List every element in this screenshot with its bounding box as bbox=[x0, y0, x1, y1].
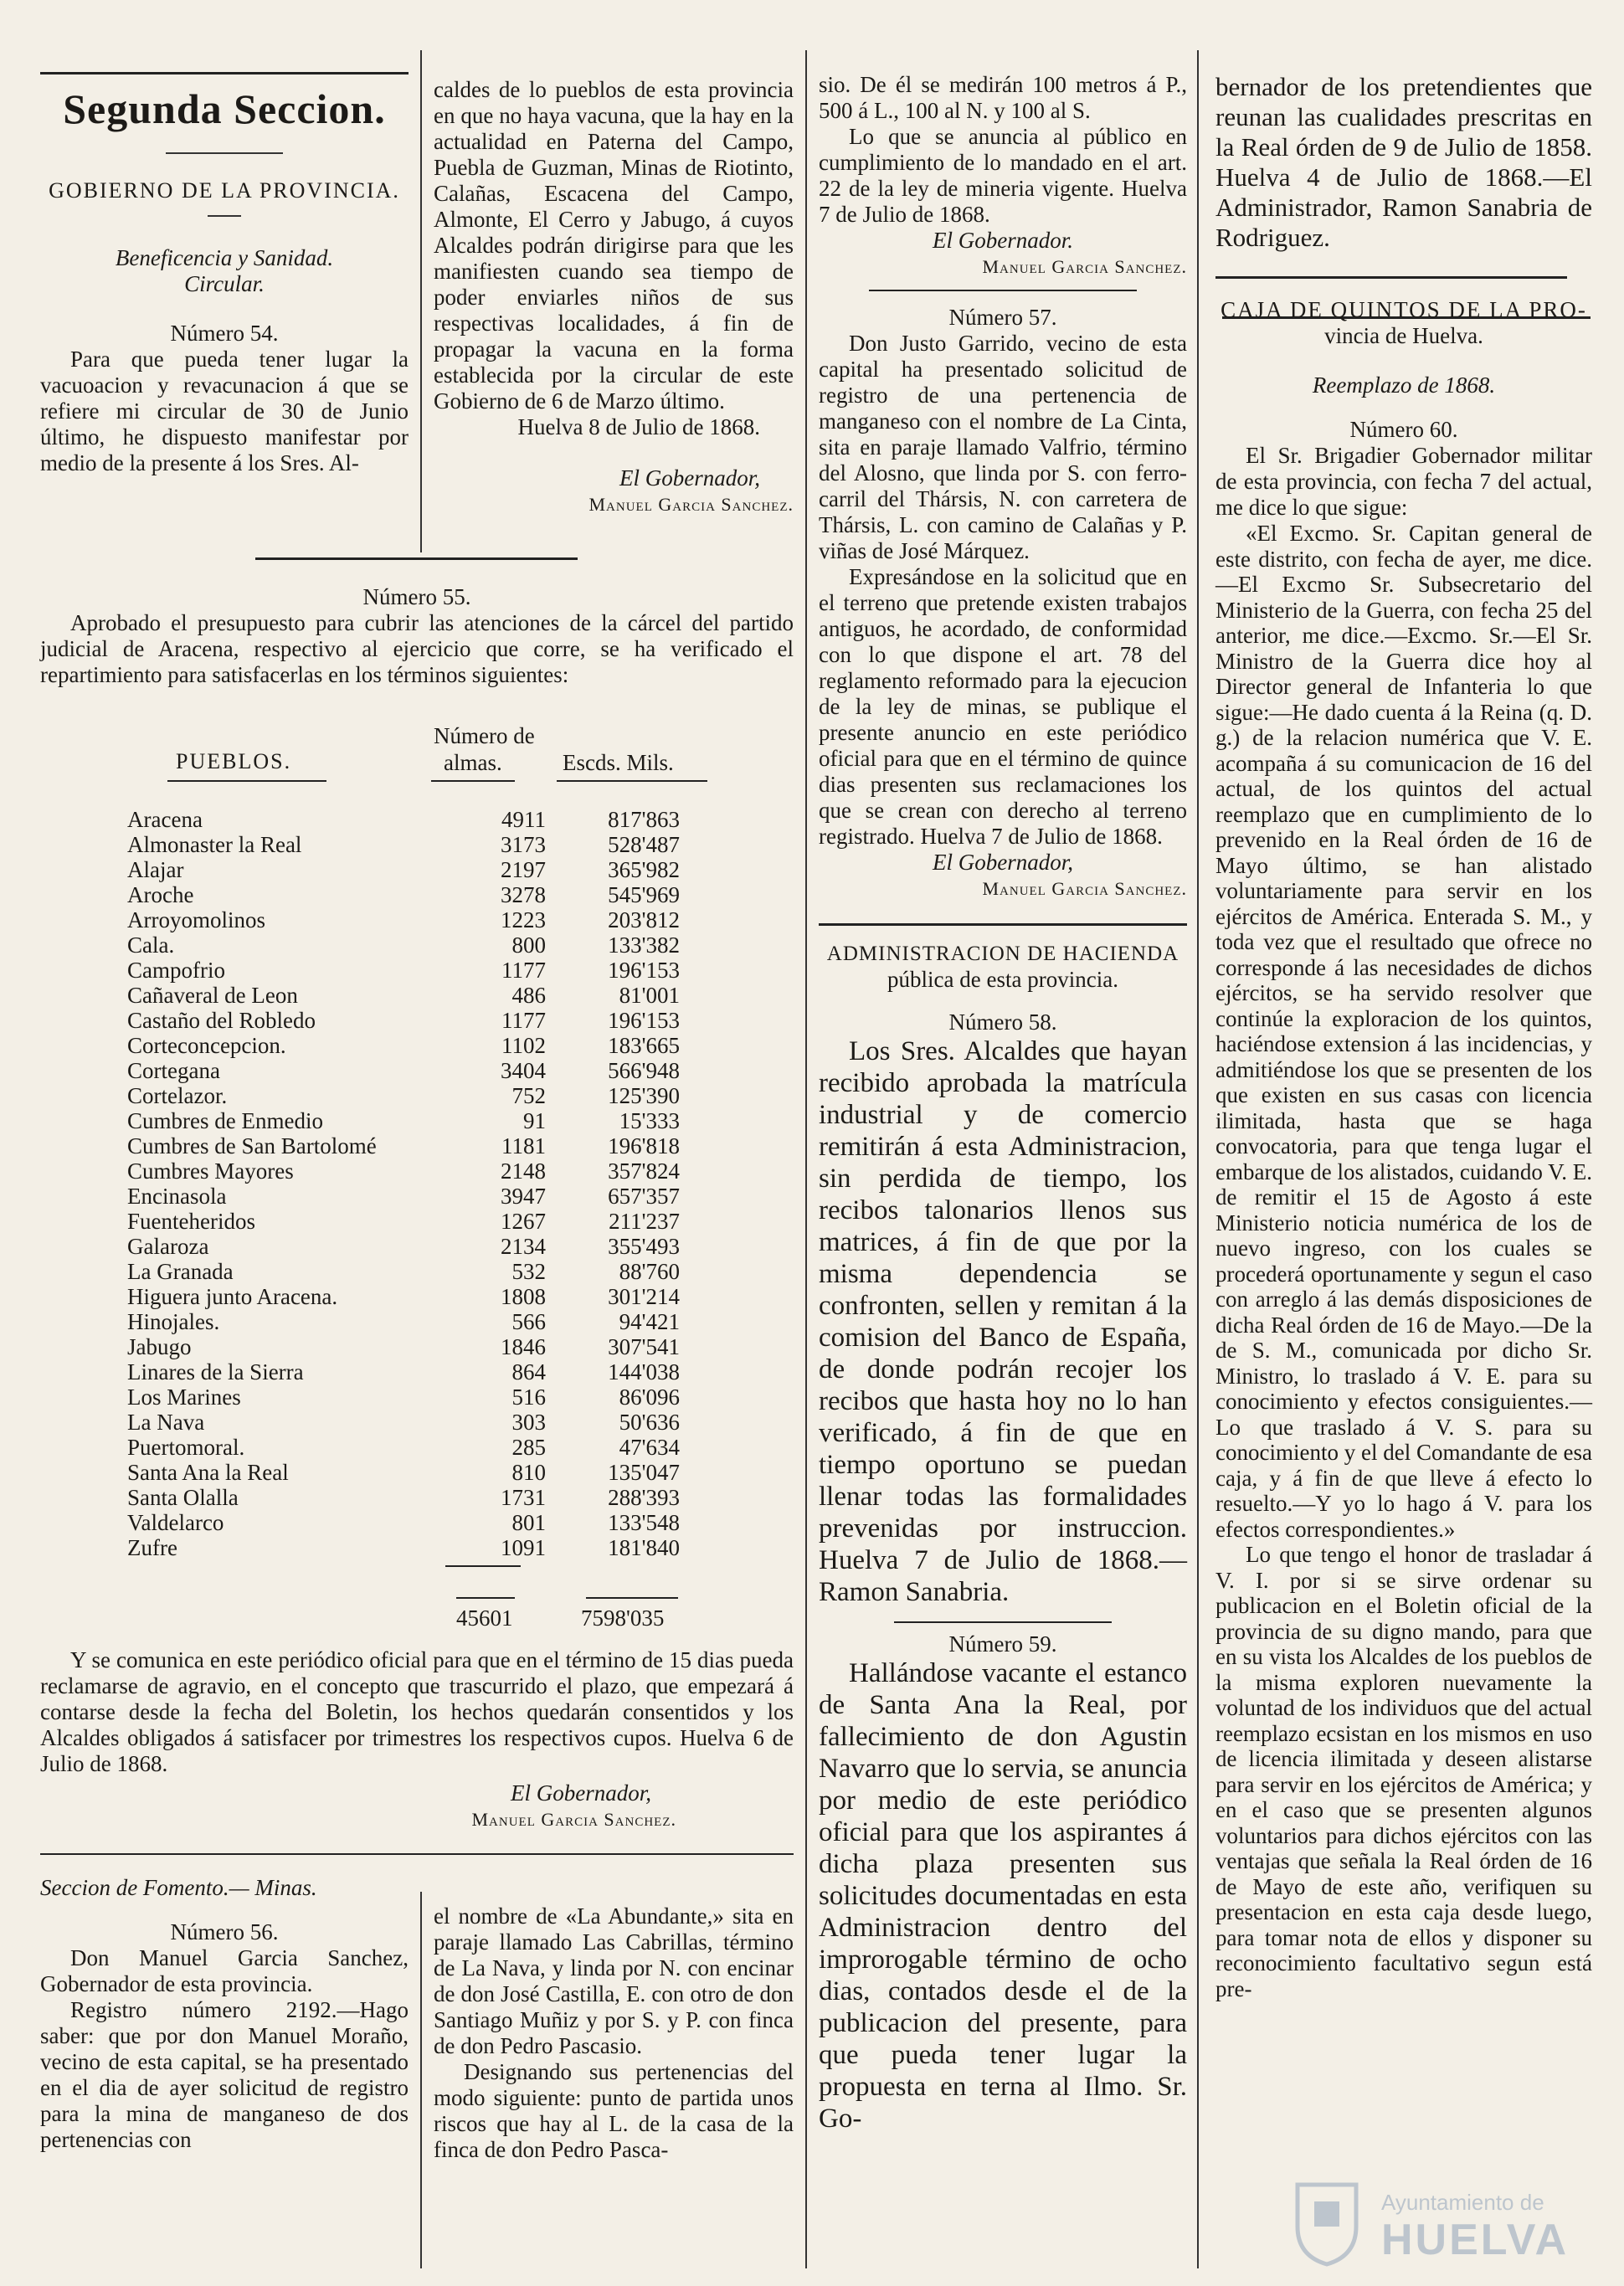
pueblo-name: Cumbres Mayores bbox=[127, 1158, 294, 1184]
table-header-escds: Escds. Mils. bbox=[563, 750, 674, 775]
column-1-top bbox=[40, 84, 409, 476]
pueblo-name: Los Marines bbox=[127, 1384, 241, 1410]
pueblo-name: La Nava bbox=[127, 1410, 205, 1435]
table-row bbox=[127, 907, 713, 932]
escudos-value: 545'969 bbox=[608, 882, 680, 907]
reemplazo-title: Reemplazo de 1868. bbox=[1312, 372, 1496, 398]
pueblo-name: Encinasola bbox=[127, 1184, 227, 1209]
numero-55-block bbox=[40, 584, 794, 688]
numero-57: Número 57. bbox=[948, 305, 1057, 330]
almas-value: 285 bbox=[511, 1435, 546, 1460]
hacienda-header-1: ADMINISTRACION DE HACIENDA bbox=[826, 943, 1179, 965]
text-54-part2: caldes de lo pueblos de esta provincia en que no haya vacuna, que la hay en la actualidad en Paterna del Campo, Puebla de Guzman, Minas de Riotinto, Calañas, Escacena del Campo, Almonte, El Cerro y Jabugo, á cuyos Alcaldes podrán dirigirse para que les manifiesten cuando sea tiempo de poder enviarles niños de sus respectivas localidades, á fin de propagar la vacuna en la forma establecida por la circular de este Gobierno de 6 de Marzo último. bbox=[434, 77, 794, 414]
fomento-col1 bbox=[40, 1875, 409, 2153]
almas-value: 1267 bbox=[501, 1209, 546, 1234]
escudos-value: 183'665 bbox=[608, 1033, 680, 1058]
table-row bbox=[127, 1083, 713, 1108]
text-59: Hallándose vacante el estanco de Santa Ana la Real, por fallecimiento de don Agustin Navarro que lo servia, se anuncia por medio de este periódico oficial para que los aspirantes á dicha plaza presenten sus solicitudes documentadas en esta Administracion dentro del improrogable término de ocho dias, contados desde el de la publicacion del presente, para que pueda tener lugar la propuesta en terna al Ilmo. Sr. Go- bbox=[819, 1658, 1187, 2134]
ayuntamiento-watermark bbox=[1289, 2176, 1607, 2268]
escudos-value: 301'214 bbox=[608, 1284, 680, 1309]
text-56-registro: Registro número 2192.—Hago saber: que por don Manuel Moraño, vecino de esta capital, se ha presentado en el dia de ayer solicitud de registro para la mina de manganeso de dos pertenencias con bbox=[40, 1997, 409, 2152]
escudos-value: 566'948 bbox=[608, 1058, 680, 1083]
almas-value: 1846 bbox=[501, 1334, 546, 1359]
numero-54: Número 54. bbox=[170, 321, 279, 346]
pueblos-table bbox=[127, 807, 713, 1562]
table-row bbox=[127, 1284, 713, 1309]
table-row bbox=[127, 857, 713, 882]
table-row bbox=[127, 1460, 713, 1485]
escudos-value: 528'487 bbox=[608, 832, 680, 857]
text-60c: Lo que tengo el honor de trasladar á V. I. por si se sirve ordenar su publicacion en el Boletin oficial de la provincia de su digno mando, para que en su vista los Alcaldes de los pueblos de la misma exploren nuevamente la voluntad de los individuos que del actual reemplazo ecsistan en los mismos en uso de licencia ilimitada y deseen alistarse para servir en los ejércitos de América; y en el caso que se presenten algunos voluntarios para dichos ejércitos con las ventajas que señala la Real órden de 16 de Mayo de este año, verifiquen su presentacion en esta caja desde luego, para tomar nota de ellos y disponer su reconocimiento facultativo segun está pre- bbox=[1215, 1542, 1592, 2001]
signature-title-56: El Gobernador. bbox=[933, 228, 1073, 253]
pueblo-name: Cumbres de San Bartolomé bbox=[127, 1133, 377, 1158]
gobierno-header: GOBIERNO DE LA PROVINCIA. bbox=[49, 178, 400, 203]
watermark-line1: Ayuntamiento de bbox=[1381, 2190, 1544, 2215]
top-rule-col1 bbox=[40, 72, 409, 74]
table-row bbox=[127, 1410, 713, 1435]
numero-56: Número 56. bbox=[170, 1919, 279, 1944]
almas-value: 3278 bbox=[501, 882, 546, 907]
escudos-value: 181'840 bbox=[608, 1535, 680, 1560]
table-row bbox=[127, 1184, 713, 1209]
pueblo-name: Linares de la Sierra bbox=[127, 1359, 304, 1384]
almas-value: 516 bbox=[511, 1384, 546, 1410]
signature-title-57: El Gobernador, bbox=[933, 850, 1073, 875]
table-row bbox=[127, 1384, 713, 1410]
table-row bbox=[127, 1033, 713, 1058]
total-rule bbox=[445, 1565, 521, 1567]
text-59-end: bernador de los pretendientes que reunan las cualidades prescritas en la Real órden de 9 de Julio de 1858. Huelva 4 de Julio de 1868.—El Administrador, Ramon Sanabria de Rodriguez. bbox=[1215, 72, 1592, 252]
column-4 bbox=[1215, 72, 1592, 2001]
escudos-value: 196'153 bbox=[608, 1008, 680, 1033]
almas-value: 1177 bbox=[501, 1008, 546, 1033]
table-row bbox=[127, 1334, 713, 1359]
rule-above-57 bbox=[869, 290, 1137, 291]
text-56-designando: Designando sus pertenencias del modo siguiente: punto de partida unos riscos que hay al L. de la casa de la finca de don Pedro Pasca- bbox=[434, 2059, 794, 2162]
table-row bbox=[127, 932, 713, 958]
table-header-rule bbox=[431, 780, 515, 782]
table-row bbox=[127, 1510, 713, 1535]
table-header-numero-de: Número de bbox=[434, 723, 535, 748]
escudos-value: 47'634 bbox=[619, 1435, 680, 1460]
almas-value: 752 bbox=[511, 1083, 546, 1108]
almas-value: 566 bbox=[511, 1309, 546, 1334]
pueblo-name: Higuera junto Aracena. bbox=[127, 1284, 338, 1309]
column-rule-1 bbox=[420, 50, 422, 552]
numero-60: Número 60. bbox=[1349, 417, 1458, 442]
numero-58: Número 58. bbox=[948, 1009, 1057, 1035]
pueblo-name: Santa Ana la Real bbox=[127, 1460, 289, 1485]
text-58: Los Sres. Alcaldes que hayan recibido aprobada la matrícula industrial y de comercio remitirán á esta Administracion, sin perdida de tiempo, los recibos talonarios llenos sus matrices, á fin de que por la misma dependencia se confronten, sellen y remitan á la comision del Banco de España, de donde podrán recojer los recibos que hasta hoy no lo han verificado, á fin de que en tiempo oportuno se puedan llenar todas las formalidades prevenidas por instruccion. Huelva 7 de Julio de 1868.—Ramon Sanabria. bbox=[819, 1036, 1187, 1607]
pueblo-name: Arroyomolinos bbox=[127, 907, 265, 932]
section-title: Segunda Seccion. bbox=[63, 85, 386, 132]
escudos-value: 357'824 bbox=[608, 1158, 680, 1184]
circular-subtitle: Circular. bbox=[184, 271, 265, 296]
almas-value: 1731 bbox=[501, 1485, 546, 1510]
closing-55-block bbox=[40, 1647, 794, 1832]
table-row bbox=[127, 1435, 713, 1460]
numero-55: Número 55. bbox=[362, 584, 471, 609]
almas-value: 91 bbox=[523, 1108, 546, 1133]
escudos-value: 211'237 bbox=[609, 1209, 680, 1234]
intro-55: Aprobado el presupuesto para cubrir las atenciones de la cárcel del partido judicial de Aracena, respectivo al ejercicio que corre, se ha verificado el repartimiento para satisfacerlas en los términos siguientes: bbox=[40, 610, 794, 687]
escudos-value: 94'421 bbox=[619, 1309, 680, 1334]
almas-value: 1177 bbox=[501, 958, 546, 983]
escudos-value: 86'096 bbox=[619, 1384, 680, 1410]
text-54-part1: Para que pueda tener lugar la vacuoacion y revacunacion á que se refiere mi circular de 30 de Junio último, he dispuesto manifestar por medio de la presente á los Sres. Al- bbox=[40, 347, 409, 475]
hacienda-header-2: pública de esta provincia. bbox=[887, 967, 1118, 992]
divider bbox=[166, 152, 283, 154]
almas-value: 810 bbox=[511, 1460, 546, 1485]
escudos-value: 817'863 bbox=[608, 807, 680, 832]
table-row bbox=[127, 1008, 713, 1033]
table-header-rule bbox=[557, 780, 707, 782]
signature-name-55: Manuel Garcia Sanchez. bbox=[471, 1809, 676, 1830]
pueblo-name: Cañaveral de Leon bbox=[127, 983, 298, 1008]
almas-value: 800 bbox=[511, 932, 546, 958]
pueblo-name: Cortelazor. bbox=[127, 1083, 228, 1108]
escudos-value: 135'047 bbox=[608, 1460, 680, 1485]
total-escudos: 7598'035 bbox=[581, 1605, 665, 1631]
pueblo-name: Fuenteheridos bbox=[127, 1209, 255, 1234]
table-row bbox=[127, 1158, 713, 1184]
text-60b: «El Excmo. Sr. Capitan general de este distrito, con fecha de ayer, me dice.—El Excmo Sr. Subsecretario del Ministerio de la Guerra, con fecha 25 del anterior, me dice.—Excmo. Sr.—El Sr. Ministro de la Guerra dice hoy al Director general de Infanteria lo que sigue:—He dado cuenta á la Reina (q. D. g.) de la relacion numérica que V. E. acompaña á su comunicacion de 16 del actual, de los quintos del actual reemplazo que en cumplimiento de lo prevenido en la Real órden de 16 de Mayo último, se han alistado voluntariamente para servir en los ejércitos de América. Enterada S. M., y toda vez que el resultado que ofrece no corresponde á las necesidades de dichos ejércitos, se ha servido resolver que continúe la exploracion de los quintos, haciéndose extension á las incidencias, y admitiéndose los que se presenten de los que existen en sus casas con licencia ilimitada, hasta que se haga convocatoria, para que tenga lugar el embarque de los alistados, cuidando V. E. de remitir el 15 de Agosto á este Ministerio noticia numérica de los de nuevo ingreso, con los cuales se procederá oportunamente y segun el caso con arreglo á las demás disposiciones de dicha Real órden de 16 de Mayo.—De la de S. M., comunicada por dicho Sr. Ministro, lo traslado á V. E. para su conocimiento y efectos consiguientes.—Lo que traslado á V. S. para su conocimiento y el del Comandante de esa caja, y á fin de que lleve á efecto lo resuelto.—Y yo lo hago á V. para los efectos correspondientes.» bbox=[1215, 521, 1592, 1542]
column-3 bbox=[819, 72, 1187, 2134]
text-57b: Expresándose en la solicitud que en el terreno que pretende existen trabajos antiguos, he acordado, de conformidad con lo que dispone el art. 78 del reglamento reformado para la ejecucion de la ley de minas, se publique el presente anuncio en este periódico oficial para que en el término de quince dias presenten sus reclamaciones los que se crean con derecho al terreno registrado. Huelva 7 de Julio de 1868. bbox=[819, 564, 1187, 849]
caja-header-2: vincia de Huelva. bbox=[1324, 323, 1483, 348]
escudos-value: 15'333 bbox=[619, 1108, 680, 1133]
table-row bbox=[127, 958, 713, 983]
pueblo-name: La Granada bbox=[127, 1259, 234, 1284]
table-row bbox=[127, 1535, 713, 1560]
almas-value: 2134 bbox=[501, 1234, 546, 1259]
almas-value: 864 bbox=[511, 1359, 546, 1384]
rule-above-hacienda bbox=[819, 923, 1187, 926]
table-row bbox=[127, 832, 713, 857]
column-rule-2 bbox=[805, 50, 807, 1013]
pueblo-name: Alajar bbox=[127, 857, 184, 882]
rule-above-59 bbox=[894, 1621, 1112, 1623]
escudos-value: 196'818 bbox=[608, 1133, 680, 1158]
table-row bbox=[127, 1058, 713, 1083]
escudos-value: 50'636 bbox=[619, 1410, 680, 1435]
almas-value: 3173 bbox=[501, 832, 546, 857]
almas-value: 1091 bbox=[501, 1535, 546, 1560]
pueblo-name: Jabugo bbox=[127, 1334, 192, 1359]
escudos-value: 133'382 bbox=[608, 932, 680, 958]
escudos-value: 88'760 bbox=[619, 1259, 680, 1284]
escudos-value: 365'982 bbox=[608, 857, 680, 882]
signature-title-54: El Gobernador, bbox=[619, 465, 760, 491]
pueblo-name: Cumbres de Enmedio bbox=[127, 1108, 323, 1133]
table-row bbox=[127, 807, 713, 832]
signature-title-55: El Gobernador, bbox=[511, 1780, 651, 1806]
column-rule-fomento bbox=[420, 1892, 422, 2268]
almas-value: 303 bbox=[511, 1410, 546, 1435]
signature-name-57: Manuel Garcia Sanchez. bbox=[982, 878, 1187, 899]
numero-59: Número 59. bbox=[948, 1631, 1057, 1657]
pueblo-name: Aracena bbox=[127, 807, 203, 832]
divider bbox=[208, 215, 241, 217]
almas-value: 1181 bbox=[501, 1133, 546, 1158]
pueblo-name: Cortegana bbox=[127, 1058, 220, 1083]
text-56-end: sio. De él se medirán 100 metros á P., 500 á L., 100 al N. y 100 al S. bbox=[819, 72, 1187, 123]
text-56-cont: el nombre de «La Abundante,» sita en paraje llamado Las Cabrillas, término de La Nava, y linda por N. con encinar de don José Castilla, E. con otro de don Santiago Muñiz y por S. y P. con finca de don Pedro Pascasio. bbox=[434, 1903, 794, 2058]
pueblo-name: Puertomoral. bbox=[127, 1435, 245, 1460]
table-row bbox=[127, 1309, 713, 1334]
almas-value: 1102 bbox=[501, 1033, 546, 1058]
table-header-rule bbox=[167, 780, 326, 782]
pueblo-name: Galaroza bbox=[127, 1234, 209, 1259]
escudos-value: 203'812 bbox=[608, 907, 680, 932]
almas-value: 1808 bbox=[501, 1284, 546, 1309]
almas-value: 2197 bbox=[501, 857, 546, 882]
rule-above-55 bbox=[255, 557, 578, 560]
escudos-value: 196'153 bbox=[608, 958, 680, 983]
almas-value: 3404 bbox=[501, 1058, 546, 1083]
pueblo-name: Cala. bbox=[127, 932, 175, 958]
total-rule-escudos bbox=[586, 1597, 678, 1599]
pueblo-name: Corteconcepcion. bbox=[127, 1033, 286, 1058]
table-row bbox=[127, 882, 713, 907]
column-rule-2b bbox=[805, 1013, 807, 2268]
almas-value: 4911 bbox=[501, 807, 546, 832]
text-57: Don Justo Garrido, vecino de esta capital ha presentado solicitud de registro de una pertenencia de manganeso con el nombre de La Cinta, sita en paraje llamado Valfrio, término del Alosno, que linda por S. con ferro-carril del Thársis, N. con carretera de Thársis, L. con camino de Calañas y P. viñas de José Márquez. bbox=[819, 331, 1187, 563]
rule-above-caja bbox=[1215, 276, 1567, 279]
pueblo-name: Zufre bbox=[127, 1535, 177, 1560]
table-header-pueblos: PUEBLOS. bbox=[176, 749, 292, 773]
table-row bbox=[127, 1209, 713, 1234]
column-2-top bbox=[434, 77, 794, 517]
total-almas: 45601 bbox=[456, 1605, 513, 1631]
almas-value: 801 bbox=[511, 1510, 546, 1535]
almas-value: 2148 bbox=[501, 1158, 546, 1184]
beneficencia-subtitle: Beneficencia y Sanidad. bbox=[115, 245, 334, 270]
escudos-value: 355'493 bbox=[608, 1234, 680, 1259]
pueblo-name: Aroche bbox=[127, 882, 194, 907]
closing-55: Y se comunica en este periódico oficial para que en el término de 15 dias pueda reclamarse de agravio, en el concepto que trascurrido el plazo, que empezará á contarse desde la fecha del Boletin, los hechos quedarán consentidos y los Alcaldes obligados á satisfacer por trimestres los respectivos cupos. Huelva 6 de Julio de 1868. bbox=[40, 1647, 794, 1776]
escudos-value: 288'393 bbox=[608, 1485, 680, 1510]
pueblo-name: Hinojales. bbox=[127, 1309, 220, 1334]
table-header-almas: almas. bbox=[444, 750, 502, 775]
table-row bbox=[127, 1485, 713, 1510]
escudos-value: 133'548 bbox=[608, 1510, 680, 1535]
pueblo-name: Castaño del Robledo bbox=[127, 1008, 316, 1033]
table-row bbox=[127, 1359, 713, 1384]
text-56-intro: Don Manuel Garcia Sanchez, Gobernador de esta provincia. bbox=[40, 1945, 409, 1996]
table-row bbox=[127, 1133, 713, 1158]
rule-above-fomento bbox=[40, 1853, 794, 1855]
escudos-value: 144'038 bbox=[608, 1359, 680, 1384]
table-row bbox=[127, 983, 713, 1008]
caja-header-1: CAJA DE QUINTOS DE LA PRO- bbox=[1221, 297, 1587, 322]
shield-logo-icon bbox=[1289, 2176, 1364, 2268]
table-row bbox=[127, 1234, 713, 1259]
table-row bbox=[127, 1259, 713, 1284]
fomento-header: Seccion de Fomento.— Minas. bbox=[40, 1875, 317, 1900]
escudos-value: 125'390 bbox=[608, 1083, 680, 1108]
total-rule-almas bbox=[456, 1597, 515, 1599]
signature-name-56: Manuel Garcia Sanchez. bbox=[982, 256, 1187, 277]
almas-value: 486 bbox=[511, 983, 546, 1008]
column-rule-3 bbox=[1197, 50, 1199, 2268]
almas-value: 1223 bbox=[501, 907, 546, 932]
pueblo-name: Valdelarco bbox=[127, 1510, 224, 1535]
watermark-line2: HUELVA bbox=[1381, 2216, 1570, 2264]
table-row bbox=[127, 1108, 713, 1133]
escudos-value: 81'001 bbox=[619, 983, 680, 1008]
text-60a: El Sr. Brigadier Gobernador militar de esta provincia, con fecha 7 del actual, me dice lo que sigue: bbox=[1215, 443, 1592, 520]
escudos-value: 307'541 bbox=[608, 1334, 680, 1359]
date-54: Huelva 8 de Julio de 1868. bbox=[517, 414, 760, 439]
text-56-lo-que: Lo que se anuncia al público en cumplimiento de lo mandado en el art. 22 de la ley de mineria vigente. Huelva 7 de Julio de 1868. bbox=[819, 124, 1187, 227]
almas-value: 3947 bbox=[501, 1184, 546, 1209]
pueblo-name: Santa Olalla bbox=[127, 1485, 239, 1510]
fomento-col2 bbox=[434, 1903, 794, 2163]
pueblo-name: Almonaster la Real bbox=[127, 832, 302, 857]
escudos-value: 657'357 bbox=[608, 1184, 680, 1209]
pueblo-name: Campofrio bbox=[127, 958, 225, 983]
almas-value: 532 bbox=[511, 1259, 546, 1284]
signature-name-54: Manuel Garcia Sanchez. bbox=[588, 494, 794, 515]
